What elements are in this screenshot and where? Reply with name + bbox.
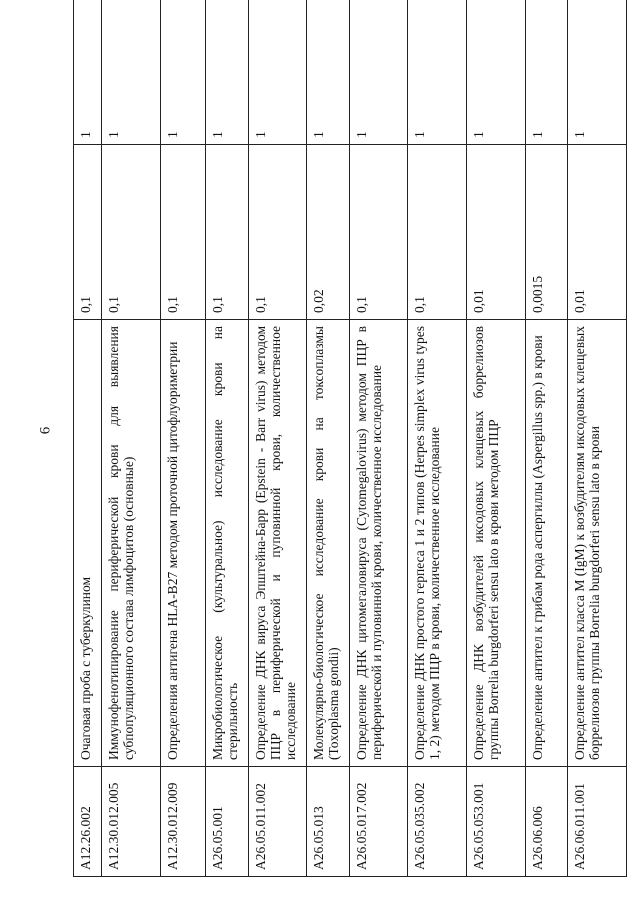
frequency-cell: 0,01 (568, 145, 627, 320)
multiplicity-cell: 1 (248, 0, 307, 145)
service-name-cell: Определения антигена HLA-B27 методом проточной цитофлуориметрии (160, 320, 205, 767)
table-row (349, 0, 408, 877)
table-row (248, 0, 307, 877)
table-row (525, 0, 568, 877)
table-row (74, 0, 102, 877)
frequency-cell: 0,1 (102, 145, 161, 320)
service-code-cell: А12.30.012.005 (102, 767, 161, 877)
service-code-cell: А26.05.013 (307, 767, 350, 877)
service-name-cell: Определение ДНК простого герпеса 1 и 2 типов (Herpes simplex virus types 1, 2) методом ПЦР в крови, количественное исследование (408, 320, 467, 767)
frequency-cell: 0,1 (160, 145, 205, 320)
multiplicity-cell: 1 (205, 0, 248, 145)
table-row (408, 0, 467, 877)
frequency-cell: 0,1 (349, 145, 408, 320)
frequency-cell: 0,1 (205, 145, 248, 320)
table-row (467, 0, 526, 877)
multiplicity-cell: 1 (467, 0, 526, 145)
procedures-table-body (74, 0, 627, 877)
table-row (205, 0, 248, 877)
service-name-cell: Очаговая проба с туберкулином (74, 320, 102, 767)
multiplicity-cell: 1 (525, 0, 568, 145)
table-row (568, 0, 627, 877)
service-name-cell: Определение ДНК цитомегаловируса (Cytomegalovirus) методом ПЦР в периферической и пуповинной крови, количественное исследование (349, 320, 408, 767)
multiplicity-cell: 1 (160, 0, 205, 145)
service-code-cell: А12.26.002 (74, 767, 102, 877)
service-code-cell: А26.06.011.001 (568, 767, 627, 877)
frequency-cell: 0,0015 (525, 145, 568, 320)
service-code-cell: А26.05.035.002 (408, 767, 467, 877)
table-row (307, 0, 350, 877)
procedures-table (73, 0, 627, 877)
multiplicity-cell: 1 (74, 0, 102, 145)
service-name-cell: Иммунофенотипирование периферической крови для выявления субпопуляционного состава лимфоцитов (основные) (102, 320, 161, 767)
multiplicity-cell: 1 (408, 0, 467, 145)
frequency-cell: 0,02 (307, 145, 350, 320)
multiplicity-cell: 1 (102, 0, 161, 145)
service-name-cell: Определение ДНК вируса Эпштейна-Барр (Epstein - Barr virus) методом ПЦР в периферической и пуповинной крови, количественное исследование (248, 320, 307, 767)
service-code-cell: А12.30.012.009 (160, 767, 205, 877)
service-code-cell: А26.05.011.002 (248, 767, 307, 877)
service-name-cell: Молекулярно-биологическое исследование крови на токсоплазмы (Toxoplasma gondii) (307, 320, 350, 767)
frequency-cell: 0,1 (248, 145, 307, 320)
frequency-cell: 0,01 (467, 145, 526, 320)
service-name-cell: Определение антител к грибам рода аспергиллы (Aspergillus spp.) в крови (525, 320, 568, 767)
service-name-cell: Микробиологическое (культуральное) исследование крови на стерильность (205, 320, 248, 767)
page-number: 6 (37, 426, 54, 435)
multiplicity-cell: 1 (568, 0, 627, 145)
multiplicity-cell: 1 (307, 0, 350, 145)
table-row (160, 0, 205, 877)
service-name-cell: Определение ДНК возбудителей иксодовых клещевых боррелиозов группы Borrelia burgdorferi sensu lato в крови методом ПЦР (467, 320, 526, 767)
multiplicity-cell: 1 (349, 0, 408, 145)
frequency-cell: 0,1 (408, 145, 467, 320)
service-name-cell: Определение антител класса M (IgM) к возбудителям иксодовых клещевых боррелиозов группы Borrelia burgdorferi sensu lato в крови (568, 320, 627, 767)
service-code-cell: А26.05.017.002 (349, 767, 408, 877)
service-code-cell: А26.05.053.001 (467, 767, 526, 877)
service-code-cell: А26.05.001 (205, 767, 248, 877)
service-code-cell: А26.06.006 (525, 767, 568, 877)
frequency-cell: 0,1 (74, 145, 102, 320)
rotated-table-container (73, 27, 627, 877)
table-row (102, 0, 161, 877)
